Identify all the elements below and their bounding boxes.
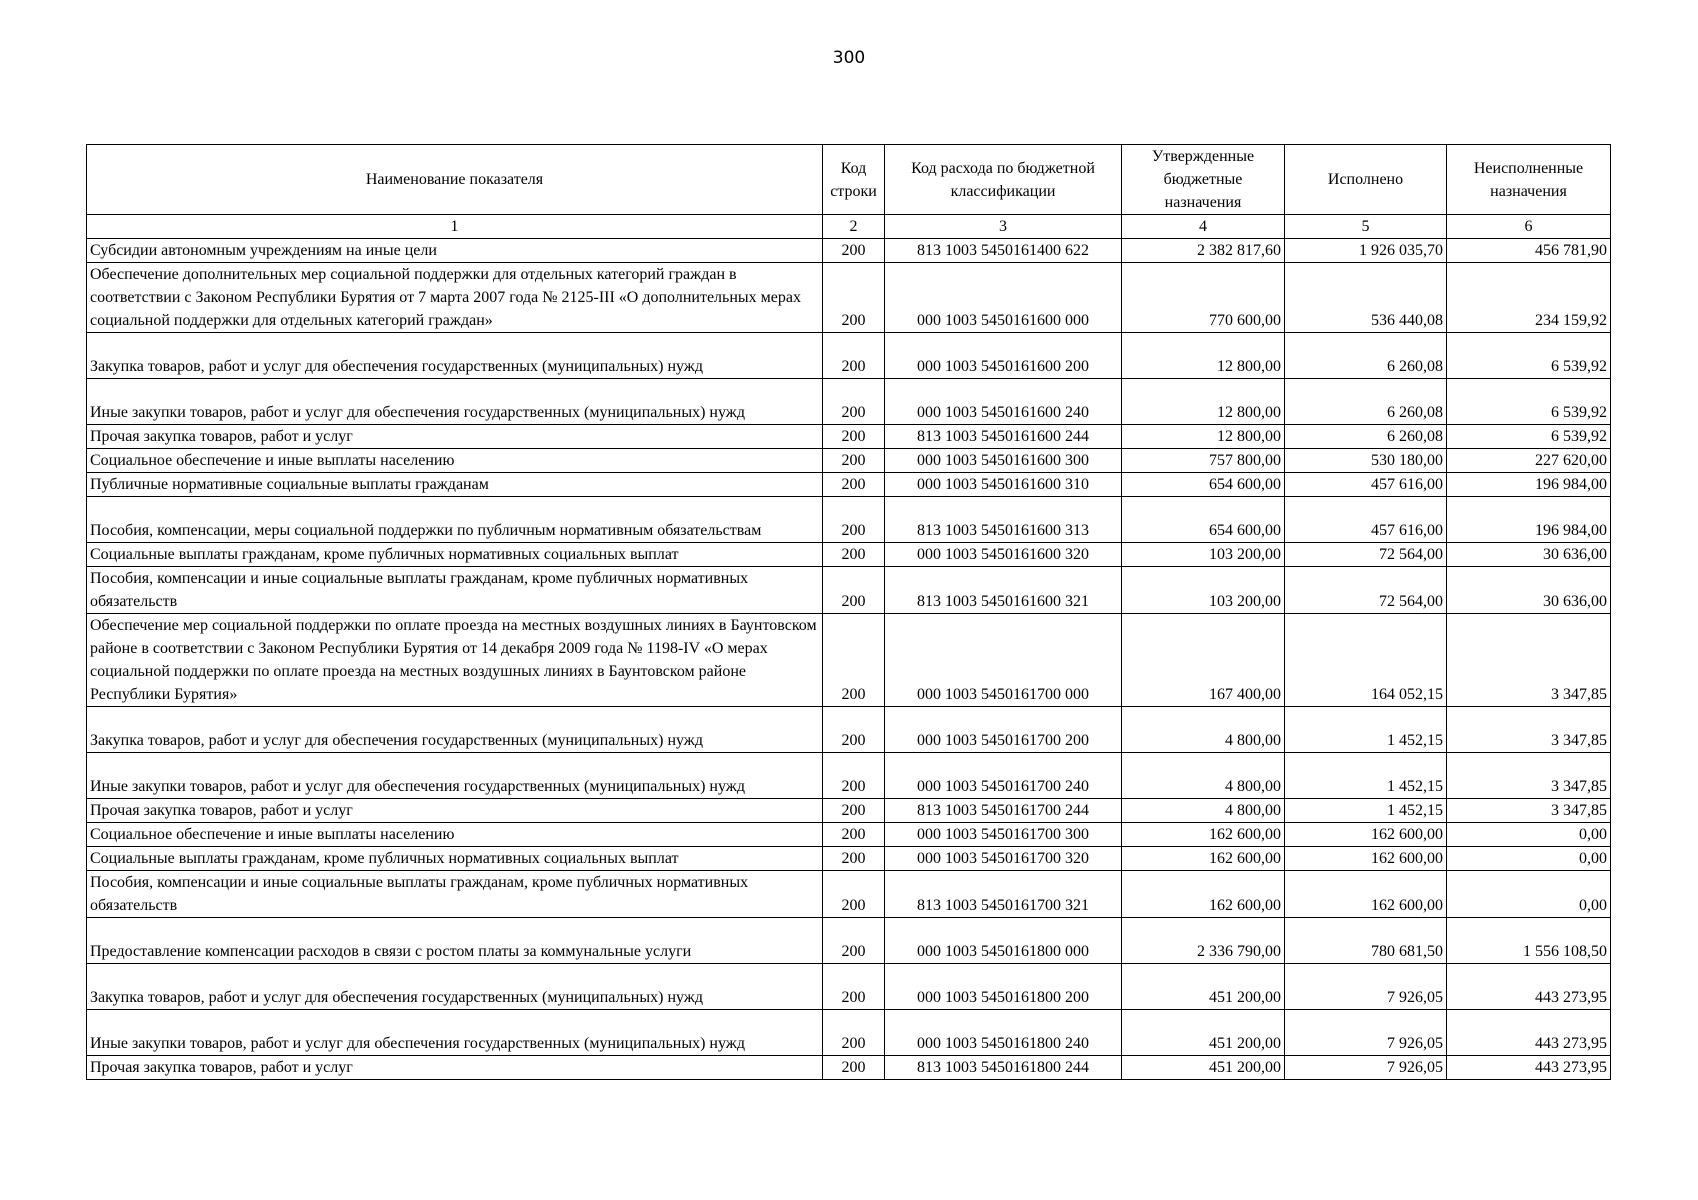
table-row bbox=[87, 1056, 1611, 1080]
unexecuted-amount-cell: 3 347,85 bbox=[1447, 799, 1611, 823]
column-number: 5 bbox=[1285, 215, 1447, 239]
expense-code-cell: 000 1003 5450161600 310 bbox=[885, 473, 1122, 497]
executed-amount-cell: 1 926 035,70 bbox=[1285, 239, 1447, 263]
approved-amount-cell: 757 800,00 bbox=[1122, 449, 1285, 473]
table-row bbox=[87, 871, 1611, 918]
line-code-cell: 200 bbox=[823, 263, 885, 333]
table-row bbox=[87, 964, 1611, 1010]
table-row bbox=[87, 425, 1611, 449]
indicator-name-cell: Социальное обеспечение и иные выплаты населению bbox=[87, 449, 823, 473]
indicator-name-cell: Прочая закупка товаров, работ и услуг bbox=[87, 425, 823, 449]
expense-code-cell: 000 1003 5450161700 000 bbox=[885, 614, 1122, 707]
table-row bbox=[87, 543, 1611, 567]
approved-amount-cell: 103 200,00 bbox=[1122, 567, 1285, 614]
executed-amount-cell: 72 564,00 bbox=[1285, 543, 1447, 567]
unexecuted-amount-cell: 3 347,85 bbox=[1447, 614, 1611, 707]
executed-amount-cell: 1 452,15 bbox=[1285, 753, 1447, 799]
unexecuted-amount-cell: 3 347,85 bbox=[1447, 707, 1611, 753]
expense-code-cell: 000 1003 5450161800 000 bbox=[885, 918, 1122, 964]
table-row bbox=[87, 449, 1611, 473]
approved-amount-cell: 12 800,00 bbox=[1122, 333, 1285, 379]
executed-amount-cell: 457 616,00 bbox=[1285, 473, 1447, 497]
executed-amount-cell: 6 260,08 bbox=[1285, 425, 1447, 449]
executed-amount-cell: 7 926,05 bbox=[1285, 1056, 1447, 1080]
indicator-name-cell: Прочая закупка товаров, работ и услуг bbox=[87, 799, 823, 823]
approved-amount-cell: 103 200,00 bbox=[1122, 543, 1285, 567]
unexecuted-amount-cell: 227 620,00 bbox=[1447, 449, 1611, 473]
line-code-cell: 200 bbox=[823, 567, 885, 614]
executed-amount-cell: 164 052,15 bbox=[1285, 614, 1447, 707]
header-unexecuted: Неисполненные назначения bbox=[1447, 145, 1611, 215]
header-approved: Утвержденные бюджетные назначения bbox=[1122, 145, 1285, 215]
unexecuted-amount-cell: 6 539,92 bbox=[1447, 379, 1611, 425]
table-row bbox=[87, 1010, 1611, 1056]
unexecuted-amount-cell: 0,00 bbox=[1447, 871, 1611, 918]
table-row bbox=[87, 847, 1611, 871]
indicator-name-cell: Социальные выплаты гражданам, кроме публичных нормативных социальных выплат bbox=[87, 543, 823, 567]
header-row bbox=[87, 145, 1611, 215]
expense-code-cell: 813 1003 5450161800 244 bbox=[885, 1056, 1122, 1080]
line-code-cell: 200 bbox=[823, 823, 885, 847]
expense-code-cell: 000 1003 5450161600 320 bbox=[885, 543, 1122, 567]
unexecuted-amount-cell: 443 273,95 bbox=[1447, 1010, 1611, 1056]
line-code-cell: 200 bbox=[823, 449, 885, 473]
approved-amount-cell: 162 600,00 bbox=[1122, 847, 1285, 871]
indicator-name-cell: Закупка товаров, работ и услуг для обеспечения государственных (муниципальных) нужд bbox=[87, 707, 823, 753]
approved-amount-cell: 167 400,00 bbox=[1122, 614, 1285, 707]
table-row bbox=[87, 263, 1611, 333]
table-row bbox=[87, 799, 1611, 823]
unexecuted-amount-cell: 196 984,00 bbox=[1447, 497, 1611, 543]
indicator-name-cell: Публичные нормативные социальные выплаты гражданам bbox=[87, 473, 823, 497]
expense-code-cell: 000 1003 5450161700 200 bbox=[885, 707, 1122, 753]
approved-amount-cell: 451 200,00 bbox=[1122, 964, 1285, 1010]
executed-amount-cell: 1 452,15 bbox=[1285, 707, 1447, 753]
indicator-name-cell: Иные закупки товаров, работ и услуг для обеспечения государственных (муниципальных) нужд bbox=[87, 753, 823, 799]
indicator-name-cell: Пособия, компенсации и иные социальные выплаты гражданам, кроме публичных нормативных обязательств bbox=[87, 567, 823, 614]
column-number: 3 bbox=[885, 215, 1122, 239]
executed-amount-cell: 536 440,08 bbox=[1285, 263, 1447, 333]
expense-code-cell: 000 1003 5450161700 240 bbox=[885, 753, 1122, 799]
unexecuted-amount-cell: 443 273,95 bbox=[1447, 964, 1611, 1010]
executed-amount-cell: 162 600,00 bbox=[1285, 871, 1447, 918]
header-indicator-name: Наименование показателя bbox=[87, 145, 823, 215]
table-body bbox=[87, 239, 1611, 1080]
line-code-cell: 200 bbox=[823, 614, 885, 707]
indicator-name-cell: Иные закупки товаров, работ и услуг для обеспечения государственных (муниципальных) нужд bbox=[87, 379, 823, 425]
table-row bbox=[87, 379, 1611, 425]
table-row bbox=[87, 333, 1611, 379]
unexecuted-amount-cell: 0,00 bbox=[1447, 847, 1611, 871]
indicator-name-cell: Обеспечение мер социальной поддержки по оплате проезда на местных воздушных линиях в Баунтовском районе в соответствии с Законом Республики Бурятия от 14 декабря 2009 года № 1198-IV «О мерах социальной поддержки по оплате проезда на местных воздушных линиях в Баунтовском районе Республики Бурятия» bbox=[87, 614, 823, 707]
line-code-cell: 200 bbox=[823, 239, 885, 263]
unexecuted-amount-cell: 1 556 108,50 bbox=[1447, 918, 1611, 964]
indicator-name-cell: Социальные выплаты гражданам, кроме публичных нормативных социальных выплат bbox=[87, 847, 823, 871]
executed-amount-cell: 530 180,00 bbox=[1285, 449, 1447, 473]
expense-code-cell: 813 1003 5450161600 244 bbox=[885, 425, 1122, 449]
table-row bbox=[87, 823, 1611, 847]
unexecuted-amount-cell: 443 273,95 bbox=[1447, 1056, 1611, 1080]
approved-amount-cell: 162 600,00 bbox=[1122, 871, 1285, 918]
unexecuted-amount-cell: 6 539,92 bbox=[1447, 425, 1611, 449]
table-row bbox=[87, 753, 1611, 799]
approved-amount-cell: 654 600,00 bbox=[1122, 473, 1285, 497]
expense-code-cell: 813 1003 5450161600 321 bbox=[885, 567, 1122, 614]
expense-code-cell: 000 1003 5450161800 240 bbox=[885, 1010, 1122, 1056]
approved-amount-cell: 12 800,00 bbox=[1122, 379, 1285, 425]
line-code-cell: 200 bbox=[823, 379, 885, 425]
approved-amount-cell: 770 600,00 bbox=[1122, 263, 1285, 333]
approved-amount-cell: 4 800,00 bbox=[1122, 707, 1285, 753]
indicator-name-cell: Закупка товаров, работ и услуг для обеспечения государственных (муниципальных) нужд bbox=[87, 964, 823, 1010]
line-code-cell: 200 bbox=[823, 1010, 885, 1056]
approved-amount-cell: 2 382 817,60 bbox=[1122, 239, 1285, 263]
expense-code-cell: 813 1003 5450161600 313 bbox=[885, 497, 1122, 543]
expense-code-cell: 000 1003 5450161700 320 bbox=[885, 847, 1122, 871]
unexecuted-amount-cell: 30 636,00 bbox=[1447, 567, 1611, 614]
expense-code-cell: 813 1003 5450161700 321 bbox=[885, 871, 1122, 918]
column-number: 4 bbox=[1122, 215, 1285, 239]
expense-code-cell: 000 1003 5450161800 200 bbox=[885, 964, 1122, 1010]
unexecuted-amount-cell: 196 984,00 bbox=[1447, 473, 1611, 497]
indicator-name-cell: Закупка товаров, работ и услуг для обеспечения государственных (муниципальных) нужд bbox=[87, 333, 823, 379]
line-code-cell: 200 bbox=[823, 543, 885, 567]
expense-code-cell: 000 1003 5450161700 300 bbox=[885, 823, 1122, 847]
line-code-cell: 200 bbox=[823, 753, 885, 799]
indicator-name-cell: Обеспечение дополнительных мер социальной поддержки для отдельных категорий граждан в соответствии с Законом Республики Бурятия от 7 марта 2007 года № 2125-III «О дополнительных мерах социальной поддержки для отдельных категорий граждан» bbox=[87, 263, 823, 333]
column-number: 6 bbox=[1447, 215, 1611, 239]
approved-amount-cell: 451 200,00 bbox=[1122, 1056, 1285, 1080]
expense-code-cell: 813 1003 5450161700 244 bbox=[885, 799, 1122, 823]
expense-code-cell: 000 1003 5450161600 200 bbox=[885, 333, 1122, 379]
expense-code-cell: 000 1003 5450161600 000 bbox=[885, 263, 1122, 333]
header-line-code: Код строки bbox=[823, 145, 885, 215]
line-code-cell: 200 bbox=[823, 1056, 885, 1080]
expense-code-cell: 813 1003 5450161400 622 bbox=[885, 239, 1122, 263]
header-expense-code: Код расхода по бюджетной классификации bbox=[885, 145, 1122, 215]
line-code-cell: 200 bbox=[823, 497, 885, 543]
approved-amount-cell: 162 600,00 bbox=[1122, 823, 1285, 847]
executed-amount-cell: 7 926,05 bbox=[1285, 964, 1447, 1010]
table-row bbox=[87, 614, 1611, 707]
column-number: 2 bbox=[823, 215, 885, 239]
table-row bbox=[87, 567, 1611, 614]
approved-amount-cell: 654 600,00 bbox=[1122, 497, 1285, 543]
line-code-cell: 200 bbox=[823, 871, 885, 918]
line-code-cell: 200 bbox=[823, 799, 885, 823]
line-code-cell: 200 bbox=[823, 918, 885, 964]
executed-amount-cell: 162 600,00 bbox=[1285, 823, 1447, 847]
table-row bbox=[87, 707, 1611, 753]
indicator-name-cell: Пособия, компенсации, меры социальной поддержки по публичным нормативным обязательствам bbox=[87, 497, 823, 543]
unexecuted-amount-cell: 0,00 bbox=[1447, 823, 1611, 847]
budget-execution-table bbox=[86, 144, 1611, 1080]
line-code-cell: 200 bbox=[823, 473, 885, 497]
approved-amount-cell: 2 336 790,00 bbox=[1122, 918, 1285, 964]
approved-amount-cell: 4 800,00 bbox=[1122, 799, 1285, 823]
executed-amount-cell: 780 681,50 bbox=[1285, 918, 1447, 964]
unexecuted-amount-cell: 6 539,92 bbox=[1447, 333, 1611, 379]
line-code-cell: 200 bbox=[823, 964, 885, 1010]
table-row bbox=[87, 497, 1611, 543]
unexecuted-amount-cell: 30 636,00 bbox=[1447, 543, 1611, 567]
page-number: 300 bbox=[832, 48, 866, 68]
line-code-cell: 200 bbox=[823, 425, 885, 449]
column-number: 1 bbox=[87, 215, 823, 239]
unexecuted-amount-cell: 234 159,92 bbox=[1447, 263, 1611, 333]
indicator-name-cell: Предоставление компенсации расходов в связи с ростом платы за коммунальные услуги bbox=[87, 918, 823, 964]
expense-code-cell: 000 1003 5450161600 240 bbox=[885, 379, 1122, 425]
expense-code-cell: 000 1003 5450161600 300 bbox=[885, 449, 1122, 473]
indicator-name-cell: Социальное обеспечение и иные выплаты населению bbox=[87, 823, 823, 847]
line-code-cell: 200 bbox=[823, 847, 885, 871]
indicator-name-cell: Иные закупки товаров, работ и услуг для обеспечения государственных (муниципальных) нужд bbox=[87, 1010, 823, 1056]
table-header bbox=[87, 145, 1611, 239]
executed-amount-cell: 7 926,05 bbox=[1285, 1010, 1447, 1056]
line-code-cell: 200 bbox=[823, 333, 885, 379]
table-row bbox=[87, 239, 1611, 263]
indicator-name-cell: Прочая закупка товаров, работ и услуг bbox=[87, 1056, 823, 1080]
line-code-cell: 200 bbox=[823, 707, 885, 753]
table-row bbox=[87, 473, 1611, 497]
indicator-name-cell: Пособия, компенсации и иные социальные выплаты гражданам, кроме публичных нормативных обязательств bbox=[87, 871, 823, 918]
executed-amount-cell: 457 616,00 bbox=[1285, 497, 1447, 543]
executed-amount-cell: 162 600,00 bbox=[1285, 847, 1447, 871]
column-number-row bbox=[87, 215, 1611, 239]
executed-amount-cell: 6 260,08 bbox=[1285, 333, 1447, 379]
approved-amount-cell: 12 800,00 bbox=[1122, 425, 1285, 449]
approved-amount-cell: 4 800,00 bbox=[1122, 753, 1285, 799]
executed-amount-cell: 72 564,00 bbox=[1285, 567, 1447, 614]
indicator-name-cell: Субсидии автономным учреждениям на иные цели bbox=[87, 239, 823, 263]
approved-amount-cell: 451 200,00 bbox=[1122, 1010, 1285, 1056]
executed-amount-cell: 6 260,08 bbox=[1285, 379, 1447, 425]
unexecuted-amount-cell: 456 781,90 bbox=[1447, 239, 1611, 263]
unexecuted-amount-cell: 3 347,85 bbox=[1447, 753, 1611, 799]
header-executed: Исполнено bbox=[1285, 145, 1447, 215]
table-row bbox=[87, 918, 1611, 964]
executed-amount-cell: 1 452,15 bbox=[1285, 799, 1447, 823]
